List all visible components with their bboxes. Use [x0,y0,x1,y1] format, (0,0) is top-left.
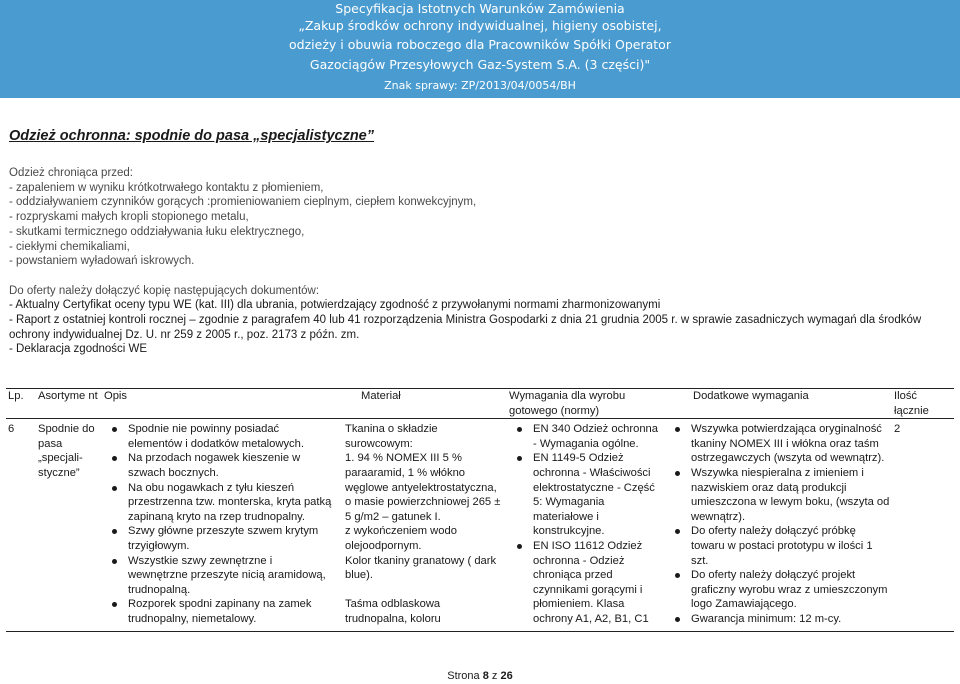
header-wymagania: Wymagania dla wyrobu gotowego (normy) [507,389,665,419]
header-lp: Lp. [6,389,36,419]
wymagania-list [509,422,663,626]
list-item: Wszywka niespieralna z imieniem i nazwiskiem oraz datą produkcji umieszczona w lewym boku, (wszyta od wewnątrz). [667,466,890,524]
page-footer [0,670,960,682]
list-item: Wszywka potwierdzająca oryginalność tkaniny NOMEX III i włókna oraz taśm ostrzegawczych (wszyta od wewnątrz). [667,422,890,466]
footer-separator: z [491,670,498,682]
cell-opis [102,419,337,631]
list-item: EN 340 Odzież ochronna - Wymagania ogólne. [509,422,663,451]
opis-list [104,422,335,626]
table-row [6,419,954,631]
list-item: Na przodach nogawek kieszenie w szwach bocznych. [104,451,335,480]
section-title: Odzież ochronna: spodnie do pasa „specjalistyczne” [9,128,374,144]
header-line-2: „Zakup środków ochrony indywidualnej, higieny osobistej, [298,18,662,33]
list-item: EN 1149-5 Odzież ochronna - Właściwości elektrostatyczne - Część 5: Wymagania materiałowe i konstrukcyjne. [509,451,663,539]
list-item: Szwy główne przeszyte szwem krytym trzyigłowym. [104,524,335,553]
header-dodatkowe: Dodatkowe wymagania [665,389,892,419]
header-line-1: Specyfikacja Istotnych Warunków Zamówienia [335,1,625,16]
list-item: Na obu nogawkach z tyłu kieszeń przestrzenna tzw. monterska, kryta patką zapinaną kryto na rzep trudnopalny. [104,481,335,525]
section-body [9,166,954,357]
protection-block [9,166,954,269]
protection-item: - skutkami termicznego oddziaływania łuku elektrycznego, [9,225,305,238]
cell-asortyment: Spodnie do pasa „specjali- styczne” [36,419,102,631]
documents-item: - Raport z ostatniej kontroli rocznej – zgodnie z paragrafem 40 lub 41 rozporządzenia Ministra Gospodarki z dnia 21 grudnia 2005 r. w sprawie zasadniczych wymagań dla środków ochrony indywidualnej Dz. U. nr 259 z 2005 r., poz. 2173 z późn. zm. [9,314,922,341]
header-asortyment: Asortyme nt [36,389,102,419]
cell-ilosc: 2 [892,419,954,631]
documents-block [9,284,954,358]
list-item: Do oferty należy dołączyć projekt graficzny wyrobu wraz z umieszczonym logo Zamawiającego. [667,568,890,612]
cell-lp: 6 [6,419,36,631]
documents-item: - Aktualny Certyfikat oceny typu WE (kat. III) dla ubrania, potwierdzający zgodność z przywołanymi normami zharmonizowanymi [9,299,661,312]
list-item: Spodnie nie powinny posiadać elementów i dodatków metalowych. [104,422,335,451]
header-opis: Opis [102,389,337,419]
dodatkowe-list [667,422,890,626]
header-line-5: Znak sprawy: ZP/2013/04/0054/BH [384,79,576,92]
footer-prefix: Strona [447,670,480,682]
protection-item: - zapaleniem w wyniku krótkotrwałego kontaktu z płomieniem, [9,181,324,194]
list-item: Rozporek spodni zapinany na zamek trudnopalny, niemetalowy. [104,597,335,626]
footer-page-number: 8 [482,670,489,682]
documents-item: - Deklaracja zgodności WE [9,343,148,356]
protection-intro: Odzież chroniąca przed: [9,167,134,179]
list-item: EN ISO 11612 Odzież ochronna - Odzież chroniąca przed czynnikami gorącymi i płomieniem. Klasa ochrony A1, A2, B1, C1 [509,539,663,627]
list-item: Gwarancja minimum: 12 m-cy. [667,612,890,627]
list-item: Wszystkie szwy zewnętrzne i wewnętrzne przeszyte nicią aramidową, trudnopalną. [104,554,335,598]
cell-material: Tkanina o składzie surowcowym: 1. 94 % NOMEX III 5 % paraaramid, 1 % włókno węglowe antyelektrostatyczna, o masie powierzchniowej 265 ± 5 g/m2 – gatunek I. z wykończeniem wodo olejoodpornym. Kolor tkaniny granatowy ( dark blue). Taśma odblaskowa trudnopalna, koloru [337,419,507,631]
documents-intro: Do oferty należy dołączyć kopię następujących dokumentów: [9,284,320,297]
footer-page-total: 26 [500,670,513,682]
header-material: Materiał [337,389,507,419]
list-item: Do oferty należy dołączyć próbkę towaru w postaci prototypu w ilości 1 szt. [667,524,890,568]
protection-item: - oddziaływaniem czynników gorących :promieniowaniem cieplnym, ciepłem konwekcyjnym, [9,196,477,209]
document-header [0,0,960,98]
header-line-4: Gazociągów Przesyłowych Gaz-System S.A. (3 części)" [309,57,651,72]
cell-dodatkowe [665,419,892,631]
protection-item: - powstaniem wyładowań iskrowych. [9,255,195,268]
protection-item: - ciekłymi chemikaliami, [9,240,130,253]
cell-wymagania [507,419,665,631]
table-header-row [6,389,954,419]
protection-item: - rozpryskami małych kropli stopionego metalu, [9,211,249,224]
header-ilosc: Ilość łącznie [892,389,954,419]
specification-table [6,388,954,632]
header-line-3: odzieży i obuwia roboczego dla Pracowników Spółki Operator [289,37,671,52]
